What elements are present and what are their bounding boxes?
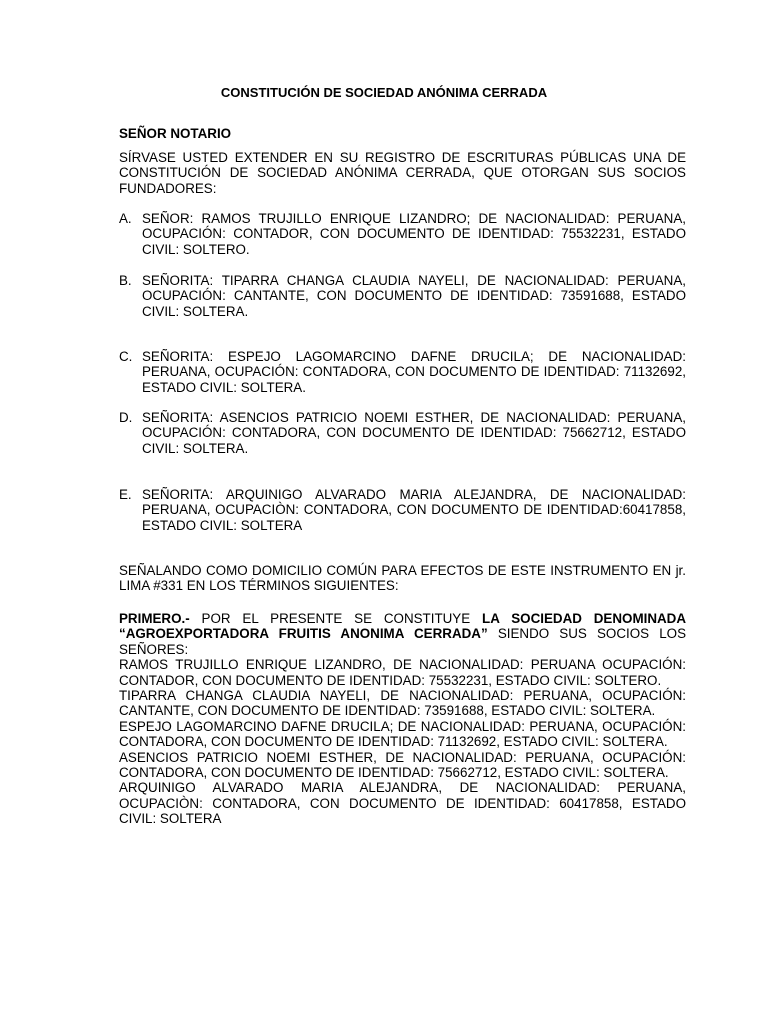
- founder-text: SEÑORITA: ARQUINIGO ALVARADO MARIA ALEJANDRA, DE NACIONALIDAD: PERUANA, OCUPACIÒN: CONTADORA, CON DOCUMENTO DE IDENTIDAD:60417858, ESTADO CIVIL: SOLTERA: [142, 487, 686, 533]
- founder-item-b: [119, 273, 686, 319]
- clause-text: POR EL PRESENTE SE CONSTITUYE: [189, 611, 483, 626]
- list-letter: A.: [119, 211, 132, 226]
- founder-text: SEÑORITA: ASENCIOS PATRICIO NOEMI ESTHER, DE NACIONALIDAD: PERUANA, OCUPACIÓN: CONTADORA, CON DOCUMENTO DE IDENTIDAD: 75662712, ESTADO CIVIL: SOLTERA.: [142, 410, 686, 456]
- list-letter: D.: [119, 410, 133, 425]
- company-name: LA SOCIEDAD DENOMINADA “AGROEXPORTADORA FRUITIS ANONIMA CERRADA”: [119, 611, 687, 642]
- founder-text: SEÑOR: RAMOS TRUJILLO ENRIQUE LIZANDRO; DE NACIONALIDAD: PERUANA, OCUPACIÓN: CONTADOR, CON DOCUMENTO DE IDENTIDAD: 75532231, ESTADO CIVIL: SOLTERO.: [142, 211, 686, 257]
- partner-entry: ASENCIOS PATRICIO NOEMI ESTHER, DE NACIONALIDAD: PERUANA, OCUPACIÓN: CONTADORA, CON DOCUMENTO DE IDENTIDAD: 75662712, ESTADO CIVIL: SOLTERA.: [119, 749, 686, 781]
- intro-paragraph: SÍRVASE USTED EXTENDER EN SU REGISTRO DE ESCRITURAS PÚBLICAS UNA DE CONSTITUCIÓN DE SOCIEDAD ANÓNIMA CERRADA, QUE OTORGAN SUS SOCIOS FUNDADORES:: [119, 150, 686, 196]
- list-letter: E.: [119, 487, 132, 502]
- founder-item-e: [119, 487, 686, 533]
- clause-text-end: SIENDO SUS SOCIOS LOS SEÑORES:: [119, 626, 687, 657]
- primero-intro: [119, 611, 686, 657]
- founder-item-c: [119, 349, 686, 395]
- founder-text: SEÑORITA: ESPEJO LAGOMARCINO DAFNE DRUCILA; DE NACIONALIDAD: PERUANA, OCUPACIÓN: CONTADORA, CON DOCUMENTO DE IDENTIDAD: 71132692, ESTADO CIVIL: SOLTERA.: [142, 349, 686, 395]
- partner-entry: RAMOS TRUJILLO ENRIQUE LIZANDRO, DE NACIONALIDAD: PERUANA OCUPACIÓN: CONTADOR, CON DOCUMENTO DE IDENTIDAD: 75532231, ESTADO CIVIL: SOLTERO.: [119, 657, 686, 688]
- partner-entry: ARQUINIGO ALVARADO MARIA ALEJANDRA, DE NACIONALIDAD: PERUANA, OCUPACIÒN: CONTADORA, CON DOCUMENTO DE IDENTIDAD: 60417858, ESTADO CIVIL: SOLTERA: [119, 780, 686, 827]
- document-title: CONSTITUCIÓN DE SOCIEDAD ANÓNIMA CERRADA: [220, 85, 548, 100]
- partner-entry: ESPEJO LAGOMARCINO DAFNE DRUCILA; DE NACIONALIDAD: PERUANA, OCUPACIÓN: CONTADORA, CON DOCUMENTO DE IDENTIDAD: 71132692, ESTADO CIVIL: SOLTERA.: [119, 718, 686, 750]
- founder-item-a: [119, 211, 686, 257]
- founder-item-d: [119, 410, 686, 456]
- primero-clause: [119, 611, 686, 827]
- list-letter: C.: [119, 349, 133, 364]
- partner-entry: TIPARRA CHANGA CLAUDIA NAYELI, DE NACIONALIDAD: PERUANA, OCUPACIÓN: CANTANTE, CON DOCUMENTO DE IDENTIDAD: 73591688, ESTADO CIVIL: SOLTERA.: [119, 688, 686, 719]
- list-letter: B.: [119, 273, 132, 288]
- founder-text: SEÑORITA: TIPARRA CHANGA CLAUDIA NAYELI, DE NACIONALIDAD: PERUANA, OCUPACIÓN: CANTANTE, CON DOCUMENTO DE IDENTIDAD: 73591688, ESTADO CIVIL: SOLTERA.: [142, 273, 686, 319]
- clause-label: PRIMERO.-: [119, 611, 190, 626]
- domicile-paragraph: SEÑALANDO COMO DOMICILIO COMÚN PARA EFECTOS DE ESTE INSTRUMENTO EN jr. LIMA #331 EN LOS TÉRMINOS SIGUIENTES:: [119, 563, 686, 594]
- salutation: SEÑOR NOTARIO: [119, 126, 232, 141]
